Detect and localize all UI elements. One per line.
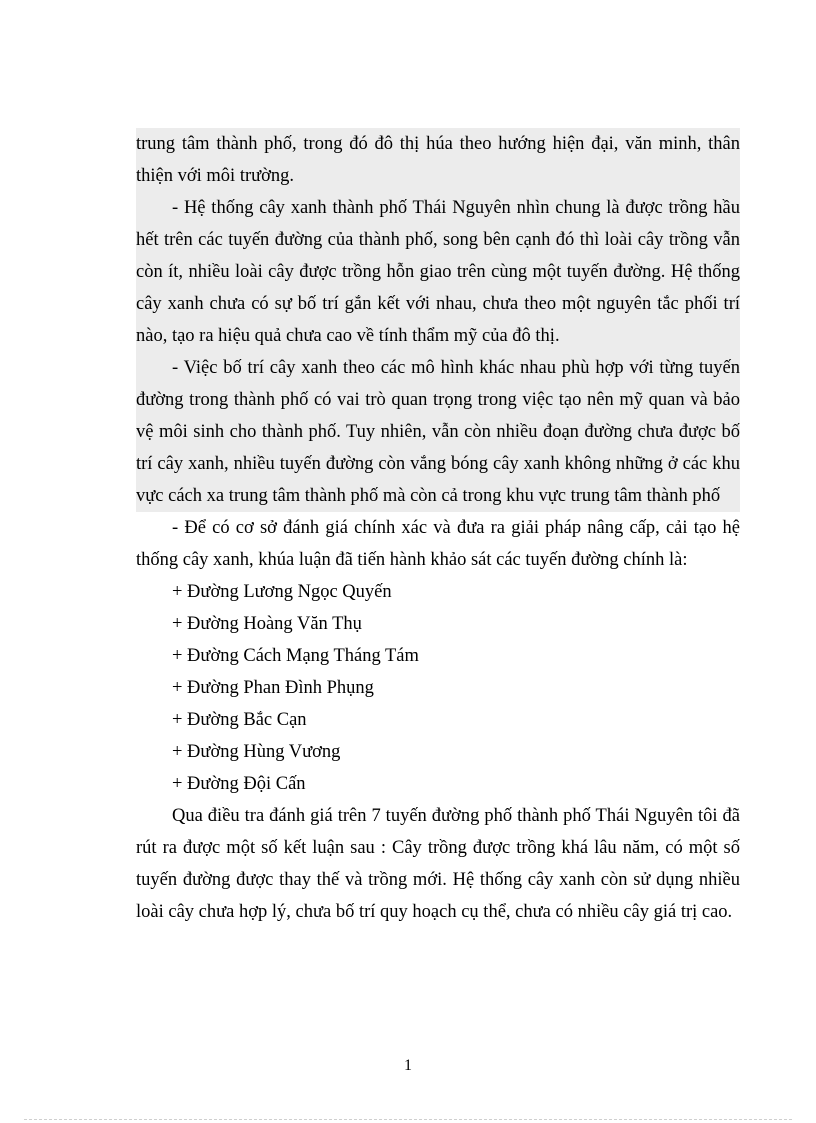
page-bottom-divider <box>24 1119 792 1120</box>
paragraph-conclusion: Qua điều tra đánh giá trên 7 tuyến đường phố thành phố Thái Nguyên tôi đã rút ra được một số kết luận sau : Cây trồng được trồng khá lâu năm, có một số tuyến đường được thay thế và trồng mới. Hệ thống cây xanh còn sử dụng nhiều loài cây chưa hợp lý, chưa bố trí quy hoạch cụ thể, chưa có nhiều cây giá trị cao. <box>136 806 740 922</box>
paragraph-continuation: trung tâm thành phố, trong đó đô thị húa theo hướng hiện đại, văn minh, thân thiện với môi trường. <box>136 128 740 192</box>
list-item: + Đường Đội Cấn <box>172 774 306 794</box>
street-list <box>136 576 740 800</box>
paragraph-survey-basis: - Để có cơ sở đánh giá chính xác và đưa ra giải pháp nâng cấp, cải tạo hệ thống cây xanh, khúa luận đã tiến hành khảo sát các tuyến đường chính là: <box>136 518 740 570</box>
list-item: + Đường Lương Ngọc Quyến <box>172 582 392 602</box>
page-body <box>136 128 740 928</box>
list-item: + Đường Cách Mạng Tháng Tám <box>172 646 419 666</box>
paragraph-tree-system-overview: - Hệ thống cây xanh thành phố Thái Nguyên nhìn chung là được trồng hầu hết trên các tuyến đường của thành phố, song bên cạnh đó thì loài cây trồng vẫn còn ít, nhiều loài cây được trồng hỗn giao trên cùng một tuyến đường. Hệ thống cây xanh chưa có sự bố trí gắn kết với nhau, chưa theo một nguyên tắc phối trí nào, tạo ra hiệu quả chưa cao về tính thẩm mỹ của đô thị. <box>136 192 740 352</box>
list-item: + Đường Hoàng Văn Thụ <box>172 614 362 634</box>
paragraph-tree-arrangement: - Việc bố trí cây xanh theo các mô hình khác nhau phù hợp với từng tuyến đường trong thành phố có vai trò quan trọng trong việc tạo nên mỹ quan và bảo vệ môi sinh cho thành phố. Tuy nhiên, vẫn còn nhiều đoạn đường chưa được bố trí cây xanh, nhiều tuyến đường còn vắng bóng cây xanh không những ở các khu vực cách xa trung tâm thành phố mà còn cả trong khu vực trung tâm thành phố <box>136 352 740 512</box>
list-item: + Đường Bắc Cạn <box>172 710 307 730</box>
list-item: + Đường Hùng Vương <box>172 742 341 762</box>
list-item: + Đường Phan Đình Phụng <box>172 678 374 698</box>
page-number: 1 <box>404 1057 412 1074</box>
